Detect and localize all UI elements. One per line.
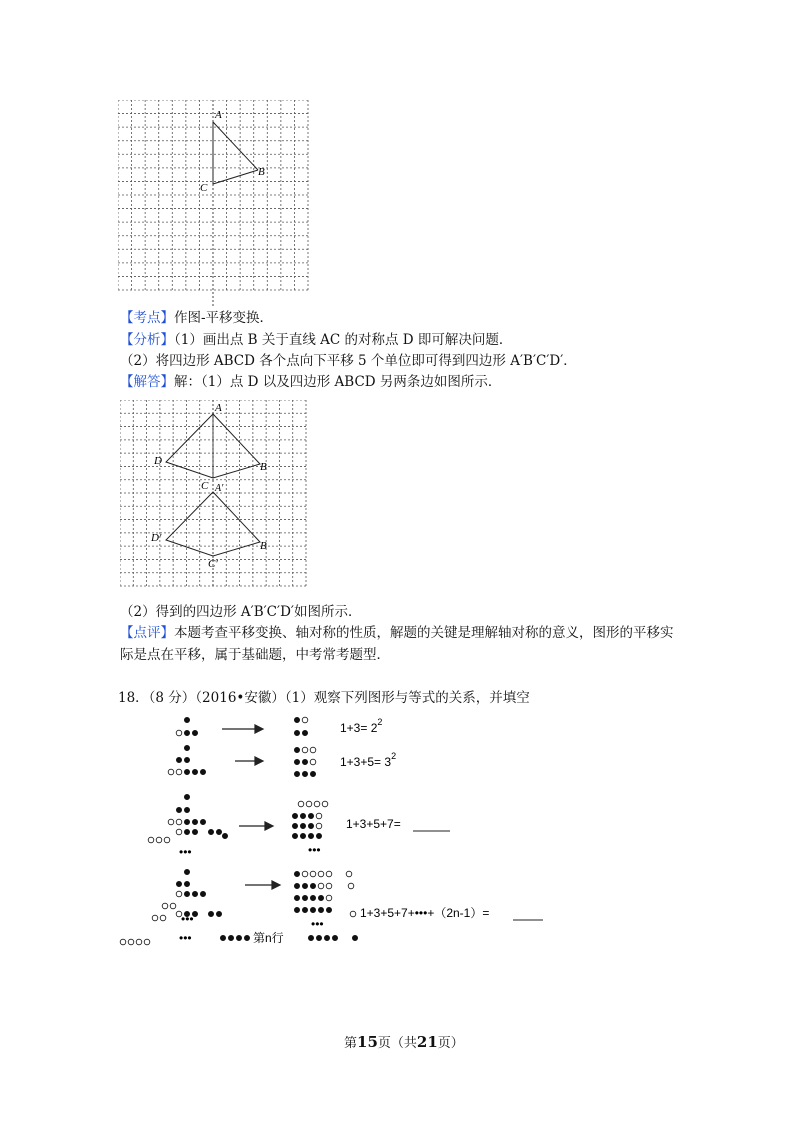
fenxi-line-1 (120, 331, 512, 349)
question-18: 18．（8 分）（2016•安徽）（1）观察下列图形与等式的关系，并填空 (118, 690, 530, 706)
label-b: B (258, 166, 265, 178)
footer-mid: 页（共 (377, 1036, 417, 1051)
arrow-3 (239, 822, 273, 830)
label-a: A (215, 109, 222, 121)
page-footer (344, 1033, 464, 1053)
label-b-prime: B (260, 540, 267, 552)
footer-post: 页） (437, 1036, 464, 1051)
fenxi-tag: 【分析】 (120, 332, 174, 348)
nth-row-label: 第n行 (253, 931, 284, 945)
label-d-prime: D′ (151, 532, 162, 544)
segment-ab (213, 122, 258, 170)
equation-4: 1+3+5+7+•••+（2n-1）= (360, 906, 490, 920)
ellipsis-3: ••• (181, 912, 194, 926)
fenxi-line-2: （2）将四边形 ABCD 各个点向下平移 5 个单位即可得到四边形 A′B′C′D′． (120, 353, 577, 369)
dianping-tag: 【点评】 (120, 625, 174, 641)
footer-pre: 第 (344, 1036, 358, 1051)
equation-3: 1+3+5+7= (346, 817, 401, 831)
dianping-line-1 (120, 624, 674, 642)
footer-total: 21 (416, 1033, 438, 1051)
grid-figure-2 (120, 400, 308, 588)
dianping-text-1: 本题考查平移变换、轴对称的性质，解题的关键是理解轴对称的意义，图形的平移实 (174, 625, 674, 641)
fenxi-text-1: （1）画出点 B 关于直线 AC 的对称点 D 即可解决问题． (174, 332, 513, 348)
ellipsis-1: ••• (179, 845, 192, 859)
label-d: D (154, 455, 162, 467)
jieda-line (120, 373, 501, 391)
arrow-1 (222, 725, 263, 733)
grid-figure-1 (118, 100, 310, 306)
footer-page: 15 (357, 1033, 378, 1051)
jieda-text: 解：（1）点 D 以及四边形 ABCD 另两条边如图所示． (174, 374, 502, 390)
dianping-line-2: 际是点在平移，属于基础题，中考常考题型． (120, 647, 390, 663)
label-a-2: A (215, 402, 222, 414)
kaodian-line (120, 309, 273, 327)
equation-1: $1+3= 2^2$ (340, 717, 383, 735)
segment-bc (213, 170, 258, 184)
label-a-prime: A′ (215, 483, 224, 494)
dot-pattern-figure (115, 712, 555, 952)
label-c: C (200, 182, 208, 194)
arrow-2 (235, 757, 263, 765)
jieda2-line: （2）得到的四边形 A′B′C′D′如图所示． (120, 604, 362, 620)
ellipsis-4: ••• (179, 931, 192, 945)
arrow-4 (245, 881, 280, 889)
jieda-tag: 【解答】 (120, 374, 174, 390)
ellipsis-2: ••• (308, 843, 321, 857)
ellipsis-5: ••• (311, 917, 324, 931)
dot-pattern (120, 717, 357, 945)
label-c-prime: C′ (208, 558, 218, 570)
label-b-2: B (260, 461, 267, 473)
kaodian-text: 作图-平移变换． (174, 310, 274, 326)
equation-2: $1+3+5= 3^2$ (340, 751, 397, 769)
label-c-2: C (201, 480, 209, 492)
kaodian-tag: 【考点】 (120, 310, 174, 326)
